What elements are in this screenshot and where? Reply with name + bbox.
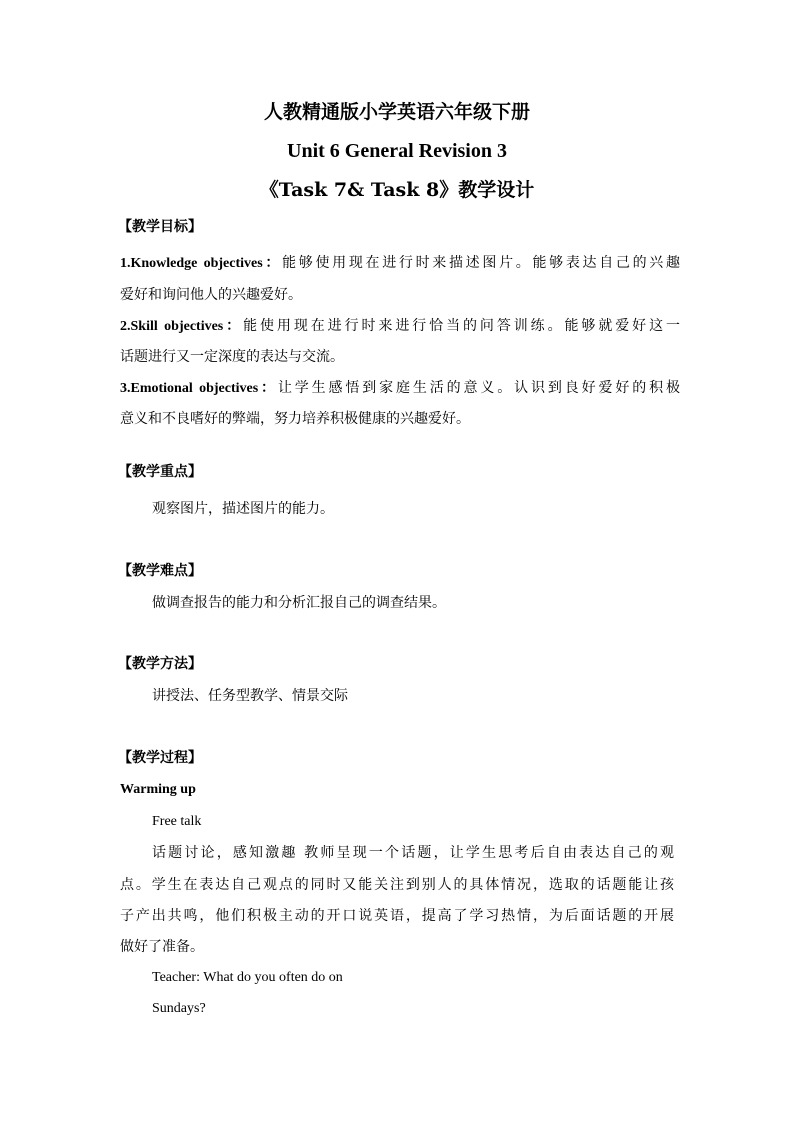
methods-text: 讲授法、任务型教学、情景交际 [152,688,348,704]
objective-1-line-1 [120,253,680,274]
objective-1-line-2: 爱好和询问他人的兴趣爱好。 [120,287,302,303]
teacher-question-line-2: Sundays? [152,1001,206,1016]
key-points-text: 观察图片，描述图片的能力。 [152,501,334,517]
objective-2-line-2: 话题进行又一定深度的表达与交流。 [120,349,344,365]
objective-1-label: 1.Knowledge objectives： [120,256,283,271]
methods-heading: 【教学方法】 [118,656,202,672]
difficulties-heading: 【教学难点】 [118,563,202,579]
paragraph-line-1: 话题讨论，感知激趣 教师呈现一个话题，让学生思考后自由表达自己的观 [152,845,674,861]
paragraph-line-2: 点。学生在表达自己观点的同时又能关注到别人的具体情况，选取的话题能让孩 [120,877,674,893]
objective-2-label: 2.Skill objectives： [120,319,244,334]
difficulties-text: 做调查报告的能力和分析汇报自己的调查结果。 [152,595,446,611]
document-title: 人教精通版小学英语六年级下册 [263,101,530,123]
teacher-question-line-1: Teacher: What do you often do on [152,970,343,985]
free-talk-label: Free talk [152,814,202,829]
objective-3-text: 让学生感悟到家庭生活的意义。认识到良好爱好的积极 [277,380,680,396]
objective-2-line-1 [120,316,680,337]
warming-up-subheading: Warming up [120,782,196,797]
objective-3-label: 3.Emotional objectives： [120,381,278,396]
process-heading: 【教学过程】 [118,750,202,766]
lesson-title: 《Task 7& Task 8》教学设计 [259,179,535,201]
objective-3-line-1 [120,378,680,399]
objective-2-text: 能使用现在进行时来进行恰当的问答训练。能够就爱好这一 [243,318,680,334]
key-points-heading: 【教学重点】 [118,464,202,480]
paragraph-line-4: 做好了准备。 [120,939,204,955]
objectives-heading: 【教学目标】 [118,219,202,235]
paragraph-line-3: 子产出共鸣，他们积极主动的开口说英语，提高了学习热情，为后面话题的开展 [120,908,674,924]
unit-title: Unit 6 General Revision 3 [287,140,507,162]
objective-1-text: 能够使用现在进行时来描述图片。能够表达自己的兴趣 [282,255,680,271]
objective-3-line-2: 意义和不良嗜好的弊端，努力培养积极健康的兴趣爱好。 [120,411,470,427]
